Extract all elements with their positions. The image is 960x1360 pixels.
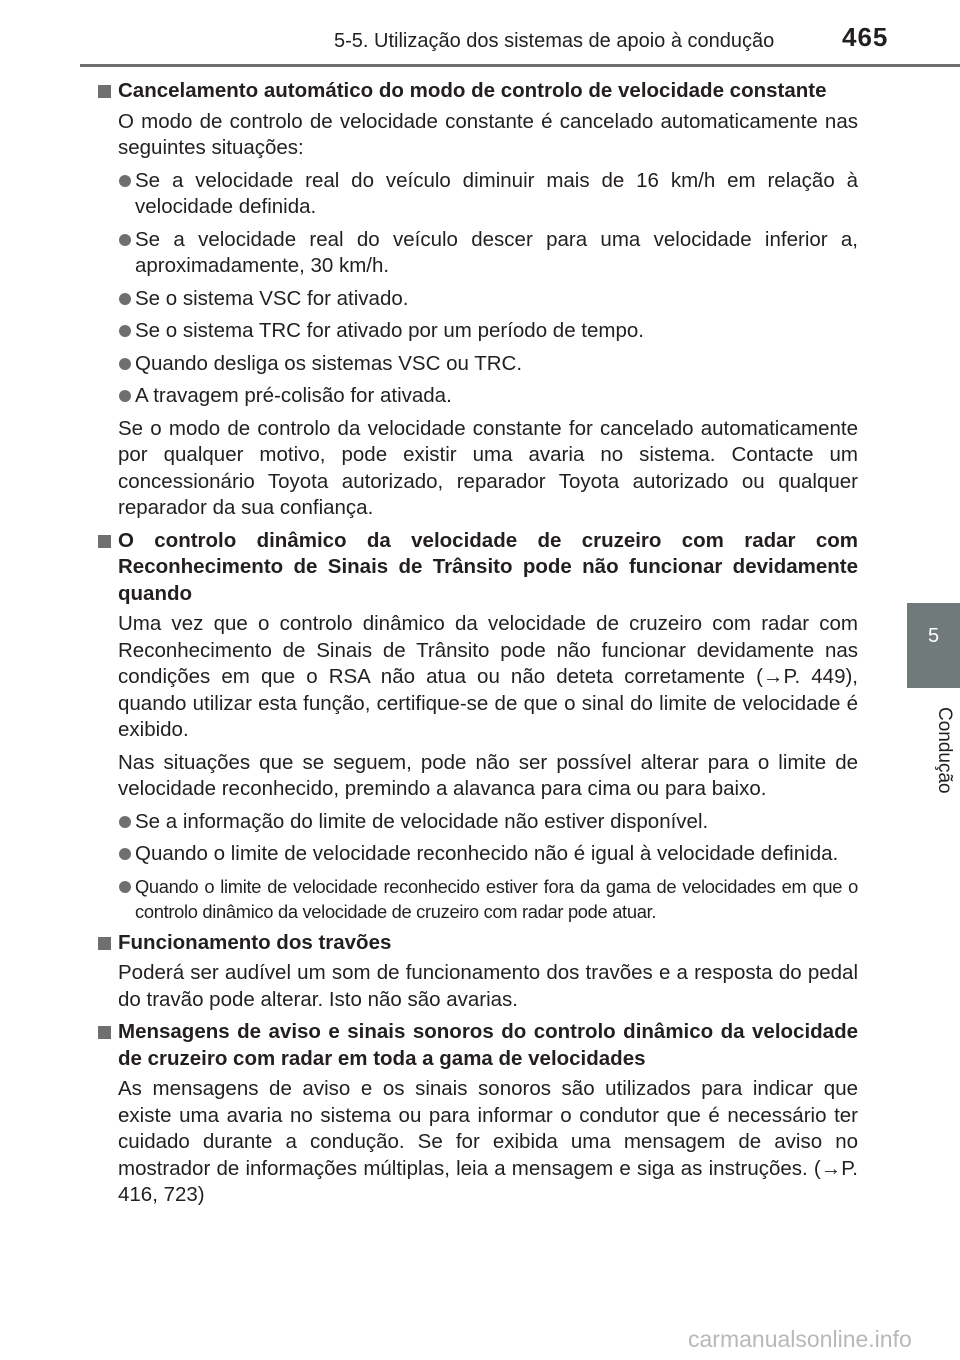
section-title: 5-5. Utilização dos sistemas de apoio à condução <box>334 30 775 52</box>
list-item: Quando o limite de velocidade reconhecido estiver fora da gama de velocidades em que o controlo dinâmico da velocidade de cruzeiro com radar pode atuar. <box>98 874 858 924</box>
list-item: Se a informação do limite de velocidade não estiver disponível. <box>98 809 858 836</box>
page-number: 465 <box>842 22 889 52</box>
circle-bullet-icon <box>119 848 131 860</box>
paragraph: Poderá ser audível um som de funcionamento dos travões e a resposta do pedal do travão pode alterar. Isto não são avarias. <box>118 961 858 1011</box>
circle-bullet-icon <box>119 816 131 828</box>
chapter-label: Condução <box>934 706 955 794</box>
header-divider <box>80 64 960 67</box>
paragraph: As mensagens de aviso e os sinais sonoros são utilizados para indicar que existe uma avaria no sistema ou para informar o condutor que é necessário ter cuidado durante a condução. Se for exibida uma mensagem de aviso no mostrador de informações múltiplas, leia a mensagem e siga as instruções. (→P. 416, 723) <box>118 1077 858 1206</box>
square-bullet-icon <box>98 85 111 98</box>
circle-bullet-icon <box>119 293 131 305</box>
paragraph: Uma vez que o controlo dinâmico da velocidade de cruzeiro com radar com Reconhecimento de Sinais de Trânsito pode não funcionar devidamente nas condições em que o RSA não atua ou não deteta corretamente (→P. 449), quando utilizar esta função, certifique-se de que o sinal do limite de velocidade é exibido. <box>118 612 858 741</box>
square-bullet-icon <box>98 937 111 950</box>
circle-bullet-icon <box>119 325 131 337</box>
watermark: carmanualsonline.info <box>688 1326 912 1352</box>
chapter-label-tab <box>907 688 960 828</box>
paragraph: O modo de controlo de velocidade constante é cancelado automaticamente nas seguintes situações: <box>118 109 858 159</box>
circle-bullet-icon <box>119 358 131 370</box>
page-header <box>0 0 960 70</box>
square-bullet-icon <box>98 535 111 548</box>
circle-bullet-icon <box>119 390 131 402</box>
list-item: Quando o limite de velocidade reconhecido não é igual à velocidade definida. <box>98 841 858 868</box>
paragraph: Se o modo de controlo da velocidade constante for cancelado automaticamente por qualquer motivo, pode existir uma avaria no sistema. Contacte um concessionário Toyota autorizado, reparador Toyota autorizado ou qualquer reparador da sua confiança. <box>118 416 858 519</box>
list-item: Se o sistema VSC for ativado. <box>98 286 858 313</box>
chapter-number: 5 <box>927 625 940 647</box>
circle-bullet-icon <box>119 881 131 893</box>
section-heading: Mensagens de aviso e sinais sonoros do controlo dinâmico da velocidade de cruzeiro com radar em toda a gama de velocidades <box>98 1019 858 1072</box>
section-heading: Funcionamento dos travões <box>98 930 858 957</box>
square-bullet-icon <box>98 1026 111 1039</box>
list-item: Se o sistema TRC for ativado por um período de tempo. <box>98 318 858 345</box>
section-heading: Cancelamento automático do modo de controlo de velocidade constante <box>98 78 858 105</box>
list-item: Quando desliga os sistemas VSC ou TRC. <box>98 351 858 378</box>
paragraph: Nas situações que se seguem, pode não ser possível alterar para o limite de velocidade reconhecido, premindo a alavanca para cima ou para baixo. <box>118 750 858 800</box>
circle-bullet-icon <box>119 175 131 187</box>
circle-bullet-icon <box>119 234 131 246</box>
page-content <box>98 78 858 1215</box>
list-item: A travagem pré-colisão for ativada. <box>98 383 858 410</box>
chapter-tab <box>907 603 960 688</box>
list-item: Se a velocidade real do veículo diminuir mais de 16 km/h em relação à velocidade definida. <box>98 168 858 221</box>
list-item: Se a velocidade real do veículo descer para uma velocidade inferior a, aproximadamente, 30 km/h. <box>98 227 858 280</box>
section-heading: O controlo dinâmico da velocidade de cruzeiro com radar com Reconhecimento de Sinais de Trânsito pode não funcionar devidamente quando <box>98 528 858 608</box>
